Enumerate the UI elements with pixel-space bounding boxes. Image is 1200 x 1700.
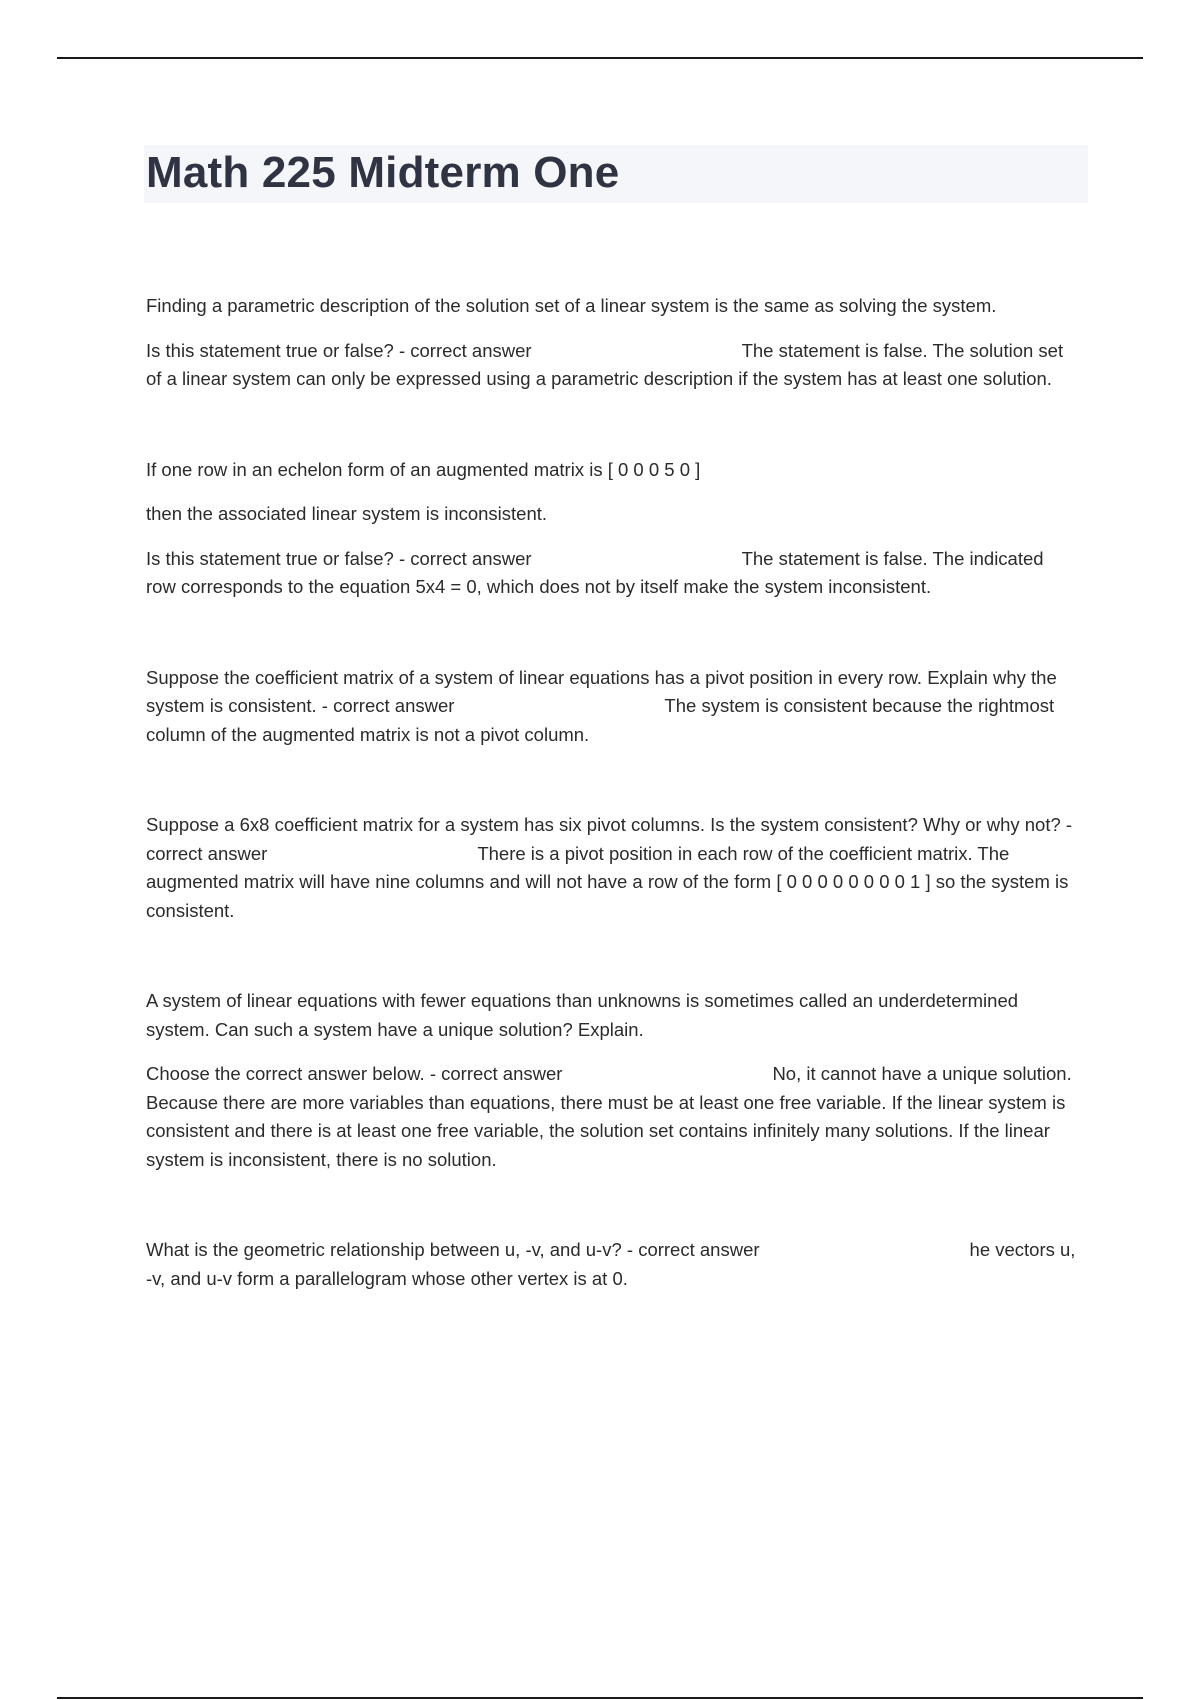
top-rule	[57, 57, 1143, 59]
qa-item-3	[146, 664, 1078, 750]
answer-text: There is a pivot position in each row of the coefficient matrix. The augmented matrix will have nine columns and will not have a row of the form [ 0 0 0 0 0 0 0 0 1 ] so the system is consistent.	[146, 842, 1069, 921]
bottom-rule	[57, 1697, 1143, 1699]
answer-paragraph	[146, 545, 1078, 602]
qa-item-4	[146, 811, 1078, 925]
question-text: A system of linear equations with fewer equations than unknowns is sometimes called an underdetermined system. Can such a system have a unique solution? Explain.	[146, 990, 1019, 1040]
qa-item-5	[146, 987, 1078, 1174]
answer-prompt: Is this statement true or false? - correct answer	[146, 547, 532, 569]
question-prompt: Suppose the coefficient matrix of a system of linear equations has a pivot position in every row. Explain why the system is consistent. - correct answer	[146, 666, 1057, 716]
question-text: Finding a parametric description of the solution set of a linear system is the same as solving the system.	[146, 295, 997, 316]
question-text: If one row in an echelon form of an augmented matrix is [ 0 0 0 5 0 ]	[146, 458, 701, 480]
answer-text: The statement is false. The indicated row corresponds to the equation 5x4 = 0, which does not by itself make the system inconsistent.	[146, 547, 1044, 597]
qa-item-2	[146, 456, 1078, 602]
answer-text: The statement is false. The solution set of a linear system can only be expressed using a parametric description if the system has at least one solution.	[146, 339, 1064, 389]
answer-text: he vectors u, -v, and u-v form a parallelogram whose other vertex is at 0.	[146, 1239, 1076, 1289]
answer-text: No, it cannot have a unique solution. Because there are more variables than equations, there must be at least one free variable. If the linear system is consistent and there is at least one free variable, the solution set contains infinitely many solutions. If the linear system is inconsistent, there is no solution.	[146, 1063, 1072, 1170]
question-prompt: What is the geometric relationship between u, -v, and u-v? - correct answer	[146, 1239, 760, 1260]
answer-paragraph	[146, 1236, 1078, 1293]
answer-paragraph	[146, 337, 1078, 394]
answer-text: The system is consistent because the rightmost column of the augmented matrix is not a pivot column.	[146, 695, 1055, 745]
qa-item-1	[146, 292, 1078, 394]
answer-prompt: Is this statement true or false? - correct answer	[146, 339, 532, 361]
answer-prompt: Choose the correct answer below. - correct answer	[146, 1063, 563, 1084]
document-body	[146, 292, 1078, 1293]
question-prompt: Suppose a 6x8 coefficient matrix for a system has six pivot columns. Is the system consistent? Why or why not? - correct answer	[146, 814, 1073, 864]
answer-paragraph	[146, 1060, 1078, 1174]
answer-paragraph	[146, 664, 1078, 750]
question-text: then the associated linear system is inconsistent.	[146, 503, 548, 524]
answer-paragraph	[146, 811, 1078, 925]
document-title: Math 225 Midterm One	[146, 148, 620, 197]
qa-item-6	[146, 1236, 1078, 1293]
